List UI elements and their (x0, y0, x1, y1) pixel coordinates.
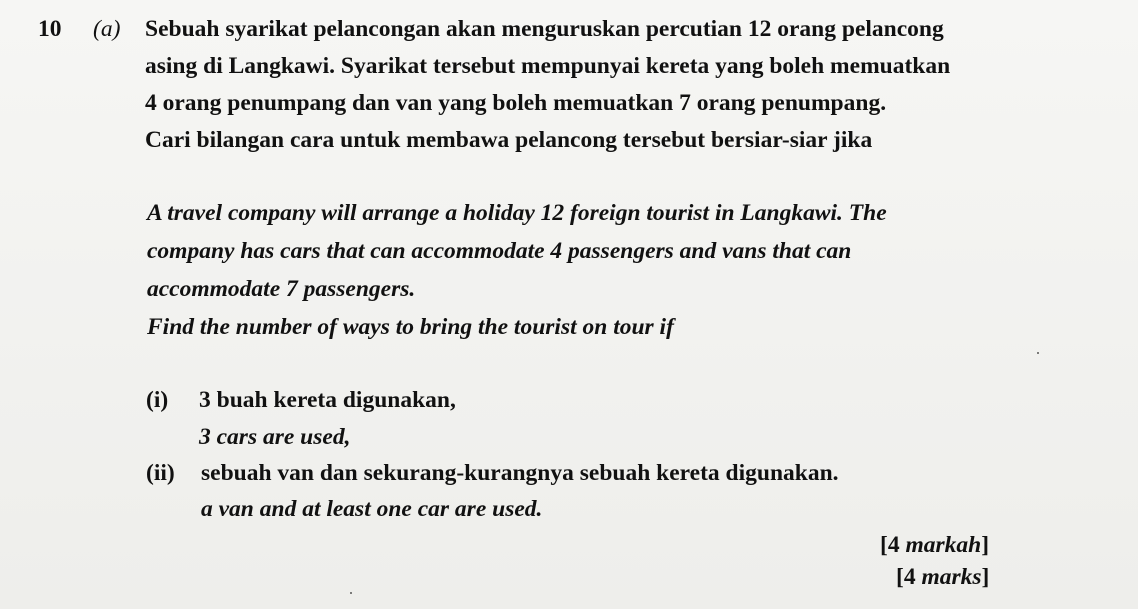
malay-line-1: Sebuah syarikat pelancongan akan menguruskan percutian 12 orang pelancong (145, 16, 944, 42)
subpart-ii-malay: sebuah van dan sekurang-kurangnya sebuah kereta digunakan. (201, 460, 839, 486)
subpart-i-label: (i) (146, 387, 169, 413)
english-line-3: accommodate 7 passengers. (147, 276, 416, 302)
scan-speck (1037, 352, 1039, 354)
marks-malay (880, 530, 989, 560)
marks-english-close: ] (981, 564, 990, 590)
marks-english-word: marks (921, 564, 982, 590)
scan-speck (350, 592, 352, 594)
question-number: 10 (38, 16, 62, 42)
marks-malay-word: markah (905, 532, 982, 558)
subpart-ii-label: (ii) (146, 460, 175, 486)
english-line-1: A travel company will arrange a holiday 12 foreign tourist in Langkawi. The (147, 200, 887, 226)
malay-line-4: Cari bilangan cara untuk membawa pelancong tersebut bersiar-siar jika (145, 127, 873, 153)
english-line-4: Find the number of ways to bring the tourist on tour if (147, 314, 674, 340)
subpart-i-malay: 3 buah kereta digunakan, (199, 387, 456, 413)
subpart-i-english: 3 cars are used, (199, 424, 351, 450)
marks-english-open: [4 (896, 564, 922, 590)
question-part-label: (a) (93, 16, 121, 42)
marks-malay-close: ] (981, 532, 990, 558)
marks-malay-open: [4 (880, 532, 906, 558)
marks-english (896, 562, 989, 592)
malay-line-2: asing di Langkawi. Syarikat tersebut mempunyai kereta yang boleh memuatkan (145, 53, 951, 79)
english-line-2: company has cars that can accommodate 4 passengers and vans that can (147, 238, 852, 264)
subpart-ii-english: a van and at least one car are used. (201, 496, 543, 522)
malay-line-3: 4 orang penumpang dan van yang boleh memuatkan 7 orang penumpang. (145, 90, 887, 116)
